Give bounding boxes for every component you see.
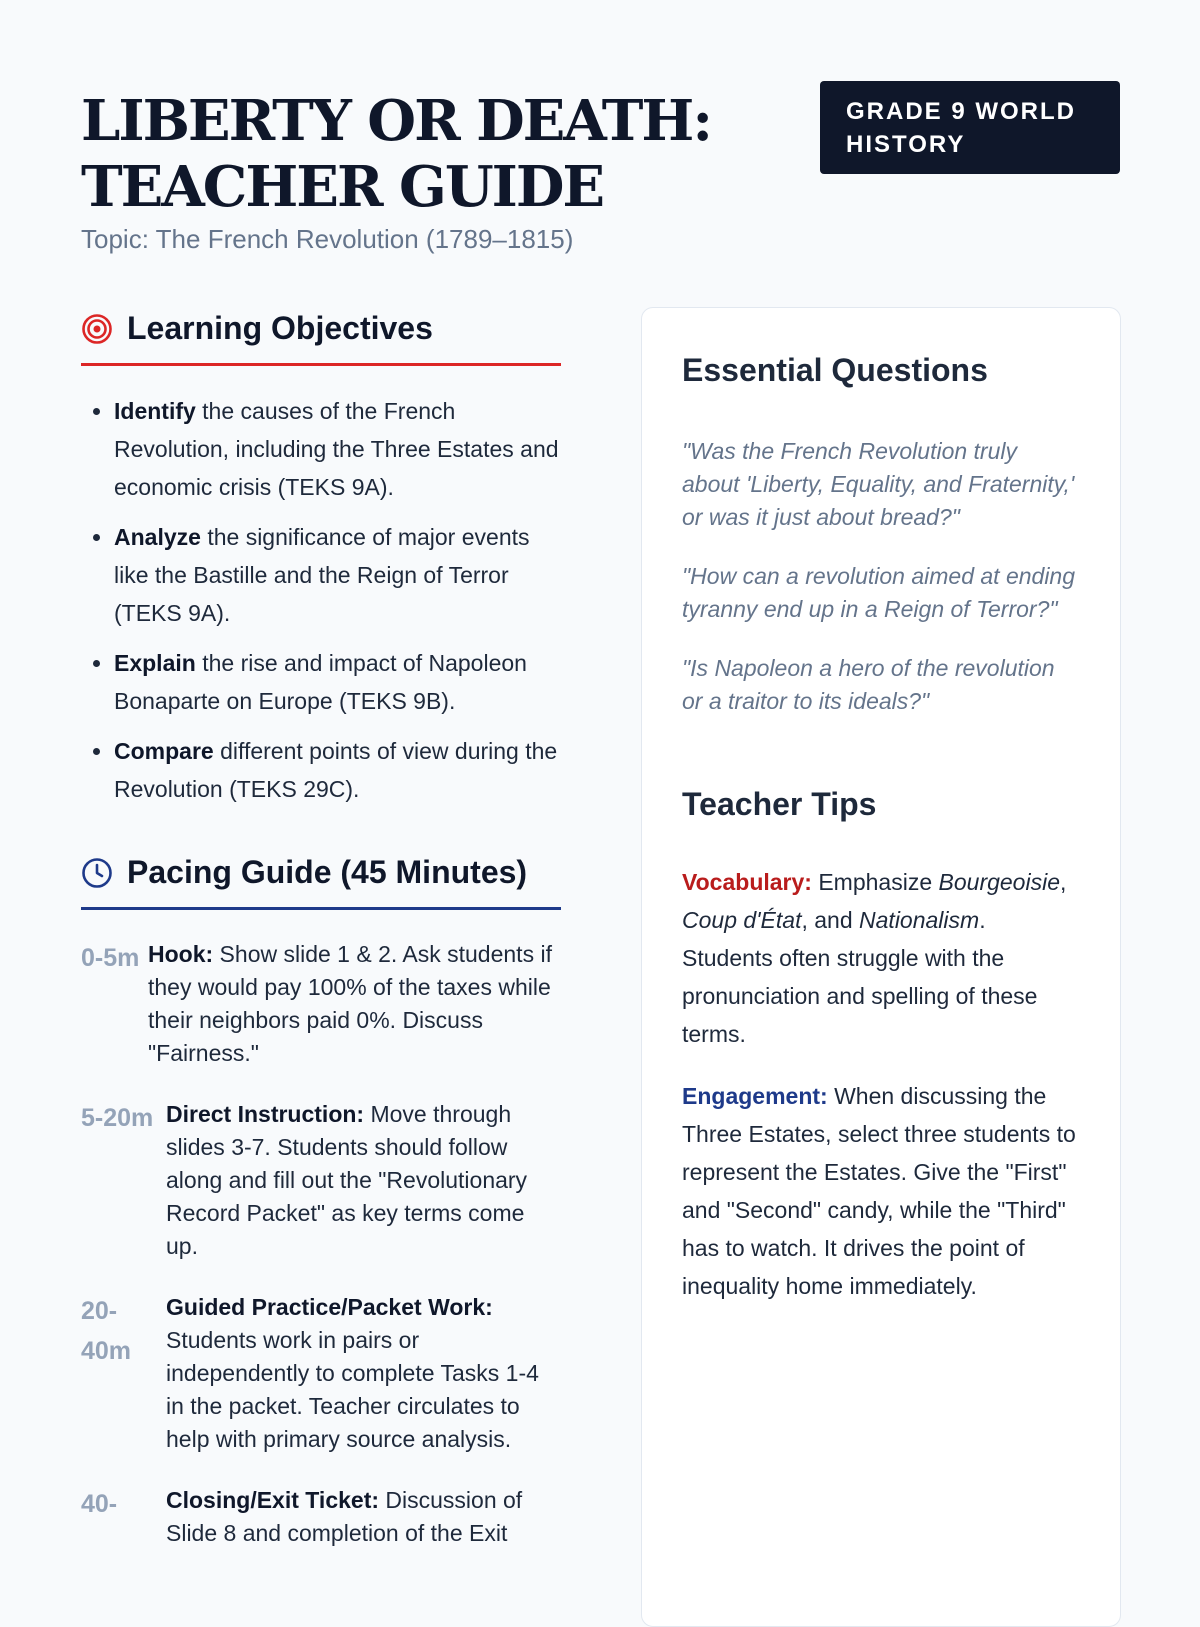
tip-engagement	[682, 1077, 1080, 1305]
tip-label: Engagement:	[682, 1083, 828, 1109]
pacing-text: Move through slides 3-7. Students should follow along and fill out the "Revolutionary Record Packet" as key terms come up.	[166, 1101, 528, 1259]
objectives-list	[81, 392, 561, 808]
tip-text: Emphasize	[811, 869, 939, 895]
list-item	[114, 518, 561, 632]
pacing-section	[81, 854, 561, 1550]
objective-text: the rise and impact of Napoleon Bonaparte on Europe (TEKS 9B).	[114, 650, 527, 714]
pacing-text: Students work in pairs or independently to complete Tasks 1-4 in the packet. Teacher circulates to help with primary source analysis.	[166, 1327, 539, 1452]
left-column	[81, 310, 561, 1550]
pacing-text: Discussion of Slide 8 and completion of the Exit	[166, 1487, 523, 1546]
tip-vocabulary	[682, 863, 1080, 1053]
vocab-term: Bourgeoisie	[938, 869, 1060, 895]
pacing-header	[81, 854, 561, 910]
page-title: LIBERTY OR DEATH: TEACHER GUIDE	[81, 88, 711, 220]
sidebar-card	[641, 307, 1121, 1627]
pacing-item	[81, 1098, 561, 1263]
clock-icon	[81, 857, 113, 889]
tip-text: . Students often struggle with the pronunciation and spelling of these terms.	[682, 907, 1038, 1047]
essential-question: "Is Napoleon a hero of the revolution or a traitor to its ideals?"	[682, 655, 1055, 714]
objective-text: the significance of major events like the Bastille and the Reign of Terror (TEKS 9A).	[114, 524, 530, 626]
pacing-body	[166, 1098, 561, 1263]
objective-verb: Identify	[114, 398, 196, 424]
pacing-item	[81, 1291, 561, 1456]
tip-text: When discussing the Three Estates, select three students to represent the Estates. Give the "First" and "Second" candy, while the "Third" has to watch. It drives the point of inequality home immediately.	[682, 1083, 1076, 1299]
vocab-term: Coup d'État	[682, 907, 802, 933]
objective-verb: Compare	[114, 738, 214, 764]
objectives-heading: Learning Objectives	[127, 310, 433, 346]
objectives-header	[81, 310, 561, 366]
pacing-label: Hook:	[148, 941, 214, 967]
pacing-text: Show slide 1 & 2. Ask students if they would pay 100% of the taxes while their neighbors paid 0%. Discuss "Fairness."	[148, 941, 552, 1066]
pacing-time: 20-40m	[81, 1297, 132, 1365]
target-icon	[81, 313, 113, 345]
pacing-label: Guided Practice/Packet Work:	[166, 1294, 493, 1320]
vocab-term: Nationalism	[859, 907, 980, 933]
pacing-time: 5-20m	[81, 1104, 154, 1132]
questions-heading: Essential Questions	[682, 352, 988, 388]
questions-list	[682, 435, 1080, 718]
pacing-item	[81, 1484, 561, 1550]
list-item	[114, 644, 561, 720]
page-subtitle: Topic: The French Revolution (1789–1815)	[81, 224, 574, 254]
pacing-body	[166, 1484, 561, 1550]
pacing-label: Direct Instruction:	[166, 1101, 365, 1127]
essential-question: "How can a revolution aimed at ending tyranny end up in a Reign of Terror?"	[682, 563, 1076, 622]
tips-heading: Teacher Tips	[682, 786, 877, 822]
grade-badge: GRADE 9 WORLD HISTORY	[820, 81, 1120, 174]
tip-text: , and	[801, 907, 860, 933]
objective-verb: Analyze	[114, 524, 201, 550]
pacing-time: 40-	[81, 1490, 118, 1518]
objective-text: different points of view during the Revolution (TEKS 29C).	[114, 738, 558, 802]
objective-text: the causes of the French Revolution, including the Three Estates and economic crisis (TEKS 9A).	[114, 398, 559, 500]
pacing-item	[81, 938, 561, 1070]
tip-text: ,	[1059, 869, 1067, 895]
pacing-label: Closing/Exit Ticket:	[166, 1487, 380, 1513]
pacing-body	[166, 1291, 561, 1456]
pacing-heading: Pacing Guide (45 Minutes)	[127, 854, 528, 890]
list-item	[114, 732, 561, 808]
pacing-body	[148, 938, 561, 1070]
tip-label: Vocabulary:	[682, 869, 812, 895]
objective-verb: Explain	[114, 650, 196, 676]
list-item	[114, 392, 561, 506]
pacing-time: 0-5m	[81, 944, 140, 972]
essential-question: "Was the French Revolution truly about 'Liberty, Equality, and Fraternity,' or was it just about bread?"	[682, 438, 1075, 530]
